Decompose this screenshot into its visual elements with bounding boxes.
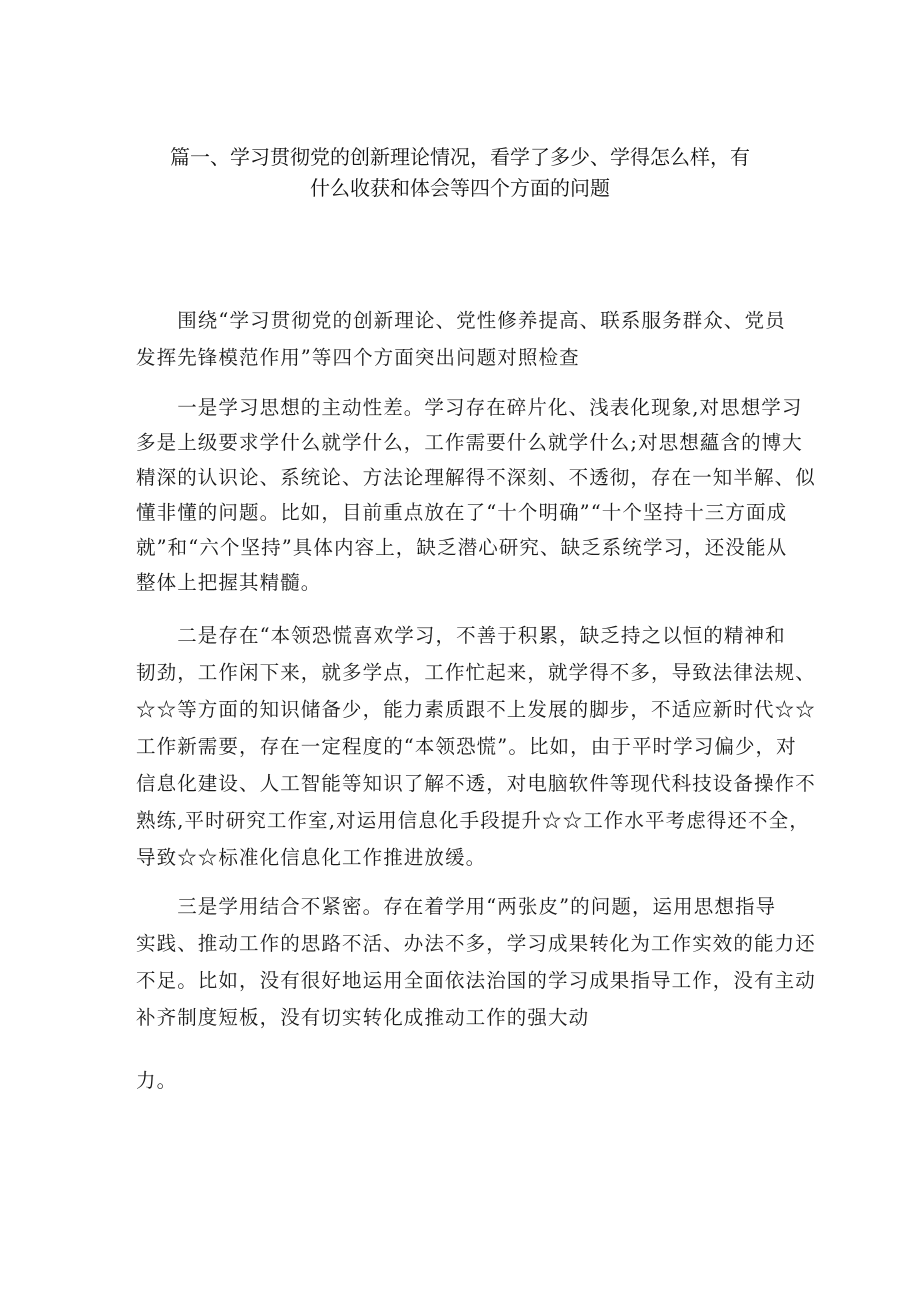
title-line-2: 什么收获和体会等四个方面的问题 [310, 176, 610, 200]
paragraph-line: 力。 [136, 1069, 178, 1092]
paragraph-line: 就”和“六个坚持”具体内容上，缺乏潜心研究、缺乏系统学习，还没能从 [136, 536, 788, 559]
paragraph-line: 三是学用结合不紧密。存在着学用“两张皮”的问题，运用思想指导 [136, 895, 777, 918]
paragraph-line: 围绕“学习贯彻党的创新理论、党性修养提高、联系服务群众、党员 [136, 309, 786, 332]
paragraph-line: 整体上把握其精髓。 [136, 571, 322, 594]
paragraph-line: ☆☆等方面的知识储备少，能力素质跟不上发展的脚步，不适应新时代☆☆ [136, 698, 816, 721]
paragraph-line: 多是上级要求学什么就学什么，工作需要什么就学什么;对思想蘊含的博大 [136, 431, 803, 454]
paragraph-line: 发挥先锋模范作用”等四个方面突出问题对照检查 [136, 346, 580, 369]
paragraph-line: 二是存在“本领恐慌喜欢学习，不善于积累，缺乏持之以恒的精神和 [136, 624, 786, 647]
paragraph-line: 导致☆☆标准化信息化工作推进放缓。 [136, 846, 487, 869]
paragraph-line: 补齐制度短板，没有切实转化成推动工作的强大动 [136, 1006, 590, 1029]
paragraph-line: 精深的认识论、系统论、方法论理解得不深刻、不透彻，存在一知半解、似 [136, 466, 816, 489]
paragraph-line: 信息化建设、人工智能等知识了解不透，对电脑软件等现代科技设备操作不 [136, 772, 816, 795]
title-line-1: 篇一、学习贯彻党的创新理论情况，看学了多少、学得怎么样，有 [170, 145, 750, 169]
paragraph-line: 韧劲，工作闲下来，就多学点，工作忙起来，就学得不多，导致法律法规、 [136, 661, 816, 684]
paragraph-line: 工作新需要，存在一定程度的“本领恐慌”。比如，由于平时学习偏少，对 [136, 735, 797, 758]
paragraph-line: 熟练,平时研究工作室,对运用信息化手段提升☆☆工作水平考虑得还不全， [136, 809, 810, 832]
paragraph-line: 不足。比如，没有很好地运用全面依法治国的学习成果指导工作，没有主动 [136, 969, 816, 992]
paragraph-line: 懂非懂的问题。比如，目前重点放在了“十个明确”“十个坚持十三方面成 [136, 501, 788, 524]
paragraph-line: 一是学习思想的主动性差。学习存在碎片化、浅表化现象,对思想学习 [136, 396, 803, 419]
paragraph-line: 实践、推动工作的思路不活、办法不多，学习成果转化为工作实效的能力还 [136, 932, 816, 955]
